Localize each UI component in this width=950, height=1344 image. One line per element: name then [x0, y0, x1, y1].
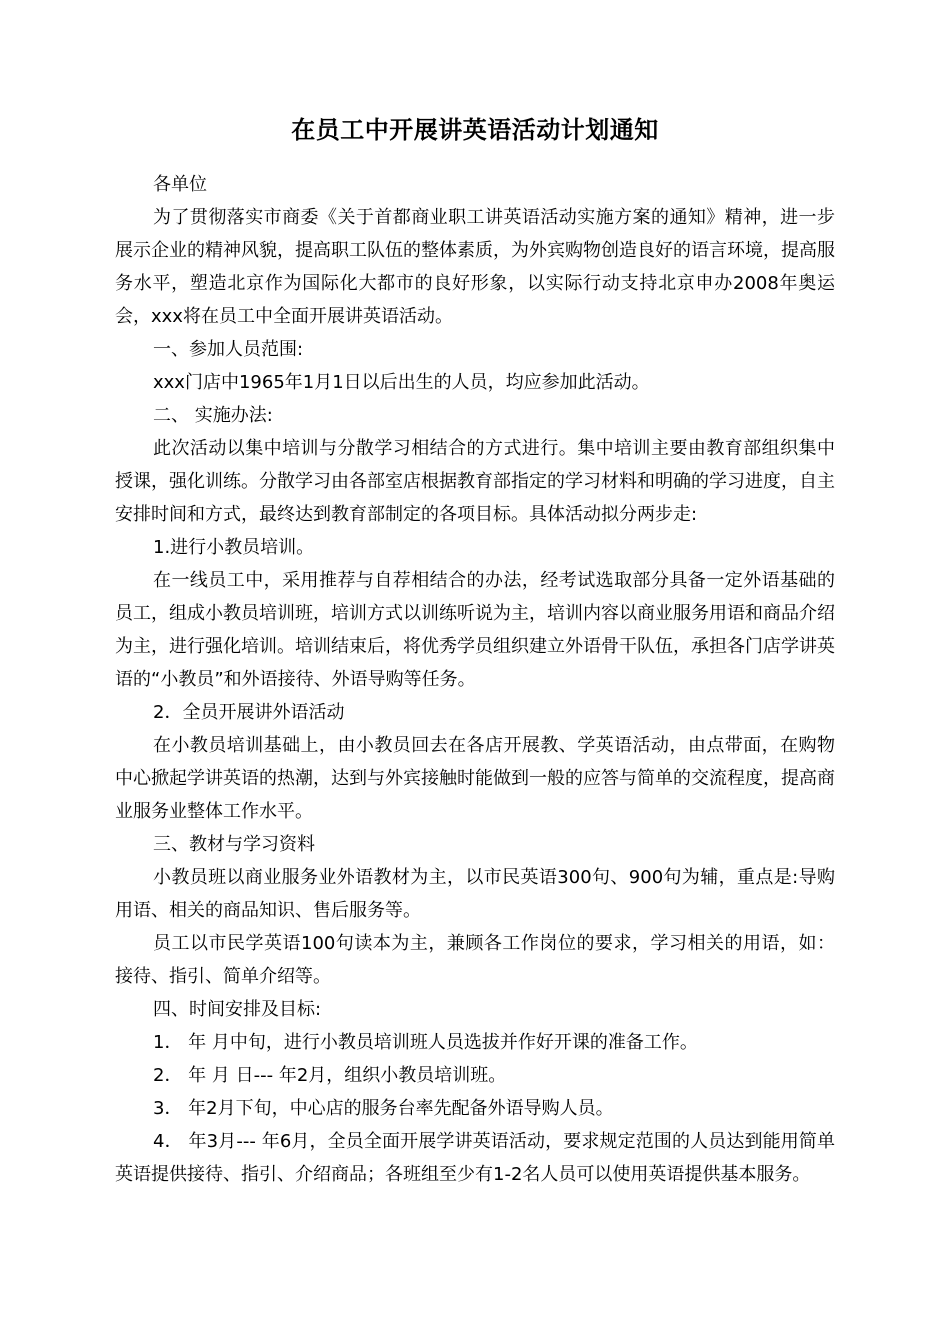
salutation: 各单位: [153, 174, 207, 195]
document-body: [115, 168, 835, 1191]
step-2-heading: 2．全员开展讲外语活动: [153, 702, 345, 723]
schedule-item-3: 3． 年2月下旬，中心店的服务台率先配备外语导购人员。: [153, 1098, 614, 1119]
step-2-paragraph: 在小教员培训基础上，由小教员回去在各店开展教、学英语活动，由点带面，在购物中心掀起学讲英语的热潮，达到与外宾接触时能做到一般的应答与简单的交流程度，提高商业服务业整体工作水平。: [115, 735, 835, 822]
document-title: 在员工中开展讲英语活动计划通知: [291, 116, 659, 144]
intro-paragraph: 为了贯彻落实市商委《关于首都商业职工讲英语活动实施方案的通知》精神，进一步展示企业的精神风貌，提高职工队伍的整体素质，为外宾购物创造良好的语言环境，提高服务水平，塑造北京作为国际化大都市的良好形象，以实际行动支持北京申办2008年奥运会，xxx将在员工中全面开展讲英语活动。: [115, 207, 835, 327]
section-heading-participants: 一、参加人员范围:: [153, 339, 304, 360]
section-heading-materials: 三、教材与学习资料: [153, 834, 315, 855]
schedule-item-1: 1． 年 月中旬，进行小教员培训班人员选拔并作好开课的准备工作。: [153, 1032, 698, 1053]
section-heading-methods: 二、 实施办法:: [153, 405, 273, 426]
participants-paragraph: xxx门店中1965年1月1日以后出生的人员，均应参加此活动。: [153, 372, 650, 393]
methods-paragraph: 此次活动以集中培训与分散学习相结合的方式进行。集中培训主要由教育部组织集中授课，强化训练。分散学习由各部室店根据教育部指定的学习材料和明确的学习进度，自主安排时间和方式，最终达到教育部制定的各项目标。具体活动拟分两步走:: [115, 438, 835, 525]
schedule-item-4: 4． 年3月--- 年6月，全员全面开展学讲英语活动，要求规定范围的人员达到能用简单英语提供接待、指引、介绍商品；各班组至少有1-2名人员可以使用英语提供基本服务。: [115, 1131, 835, 1185]
step-1-heading: 1.进行小教员培训。: [153, 537, 315, 558]
materials-paragraph-2: 员工以市民学英语100句读本为主，兼顾各工作岗位的要求，学习相关的用语，如：接待、指引、简单介绍等。: [115, 933, 835, 987]
schedule-item-2: 2． 年 月 日--- 年2月，组织小教员培训班。: [153, 1065, 507, 1086]
materials-paragraph-1: 小教员班以商业服务业外语教材为主，以市民英语300句、900句为辅，重点是:导购用语、相关的商品知识、售后服务等。: [115, 867, 835, 921]
section-heading-schedule: 四、时间安排及目标:: [153, 999, 322, 1020]
step-1-paragraph: 在一线员工中，采用推荐与自荐相结合的办法，经考试选取部分具备一定外语基础的员工，组成小教员培训班，培训方式以训练听说为主，培训内容以商业服务用语和商品介绍为主，进行强化培训。培训结束后，将优秀学员组织建立外语骨干队伍，承担各门店学讲英语的“小教员”和外语接待、外语导购等任务。: [115, 570, 835, 690]
